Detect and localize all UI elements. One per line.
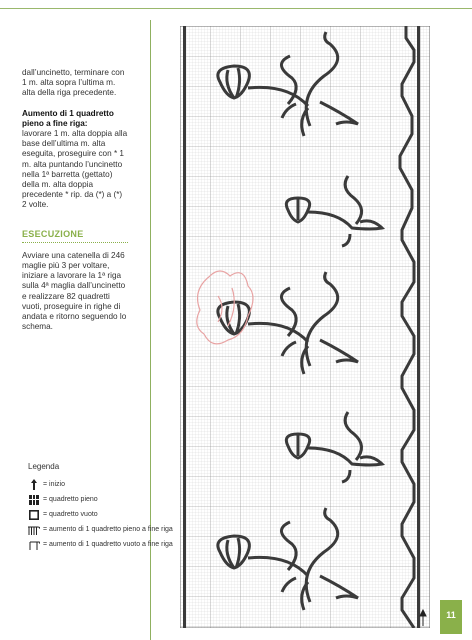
crochet-chart — [180, 26, 430, 628]
page-number-tab — [440, 600, 462, 634]
legend-label: = aumento di 1 quadretto vuoto a fine riga — [43, 541, 173, 548]
instructions-column — [22, 68, 128, 332]
legend-label: = quadretto vuoto — [43, 511, 98, 518]
top-rule — [0, 8, 472, 9]
legend-title: Legenda — [28, 462, 60, 471]
legend-item-increase-filled — [28, 522, 173, 537]
chart-grid — [180, 26, 430, 628]
page-number: 11 — [446, 610, 456, 620]
execution-paragraph: Avviare una catenella di 246 maglie più 3 per voltare, iniziare a lavorare la 1ª riga sulla 4ª maglia dall’uncinetto e realizzare 82 quadretti vuoti, proseguire in righe di andata e ritorno seguendo lo schema. — [22, 250, 127, 332]
chart-right-border — [417, 26, 420, 628]
legend-item-increase-empty — [28, 537, 173, 552]
section-divider — [22, 242, 128, 243]
increase-filled-body: lavorare 1 m. alta doppia alla base dell’ultima m. alta eseguita, proseguire con * 1 m. alta puntando l’uncinetto nella 1ª barretta (gettato) della m. alta doppia precedente * rip. da (*) a (*) 2 volte. — [22, 129, 128, 210]
legend-item-start — [28, 477, 173, 492]
legend-label: = quadretto pieno — [43, 496, 98, 503]
increase-filled-icon — [28, 524, 40, 535]
instruction-paragraph-1: dall’uncinetto, terminare con 1 m. alta sopra l’ultima m. alta della riga precedente. — [22, 68, 125, 98]
filled-square-icon — [28, 494, 40, 505]
legend-label: = aumento di 1 quadretto pieno a fine riga — [43, 526, 173, 533]
empty-square-icon — [28, 509, 40, 520]
increase-empty-icon — [28, 539, 40, 550]
section-title: ESECUZIONE — [22, 228, 84, 239]
legend-item-filled — [28, 492, 173, 507]
increase-filled-title: Aumento di 1 quadretto pieno a fine riga: — [22, 108, 114, 128]
chart-left-border — [183, 26, 186, 628]
legend-label: = inizio — [43, 481, 65, 488]
legend — [28, 462, 173, 552]
legend-item-empty — [28, 507, 173, 522]
arrow-up-icon — [28, 479, 40, 490]
